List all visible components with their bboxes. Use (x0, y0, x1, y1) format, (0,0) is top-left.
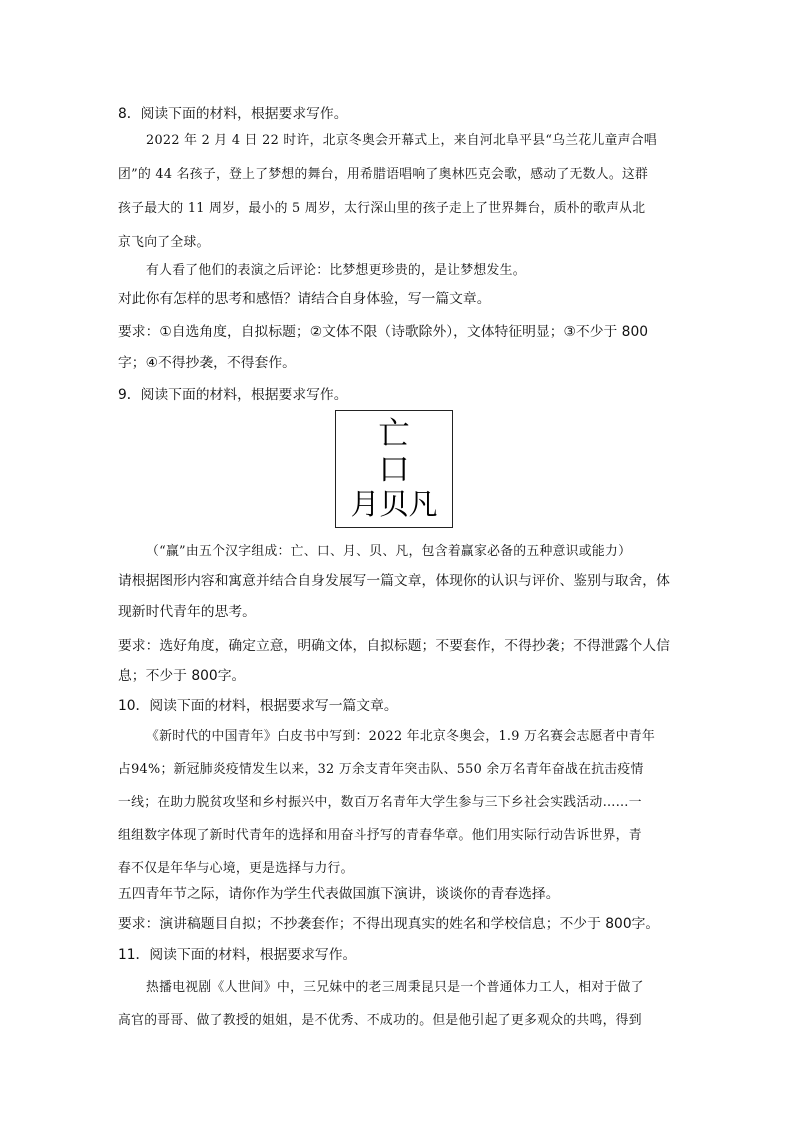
q10-material-line: 占94%；新冠肺炎疫情发生以来，32 万余支青年突击队、550 余万名青年奋战在抗击疫情 (118, 762, 644, 777)
q9-note: （“赢”由五个汉字组成：亡、口、月、贝、凡，包含着赢家必备的五种意识或能力） (146, 544, 632, 559)
q10-title: 10．阅读下面的材料，根据要求写一篇文章。 (118, 698, 398, 714)
ying-character-figure (335, 410, 453, 528)
q10-material-line: 《新时代的中国青年》白皮书中写到：2022 年北京冬奥会，1.9 万名赛会志愿者中青年 (146, 729, 656, 744)
q8-title: 8．阅读下面的材料，根据要求写作。 (118, 106, 348, 122)
q10-prompt: 五四青年节之际，请你作为学生代表做国旗下演讲，谈谈你的青春选择。 (118, 886, 560, 902)
q10-material-line: 组组数字体现了新时代青年的选择和用奋斗抒写的青春华章。他们用实际行动告诉世界，青 (118, 828, 642, 843)
q8-material-line: 团”的 44 名孩子，登上了梦想的舞台，用希腊语唱响了奥林匹克会歌，感动了无数人。这群 (118, 167, 649, 182)
q11-material-line: 热播电视剧《人世间》中，三兄妹中的老三周秉昆只是一个普通体力工人，相对于做了 (146, 980, 644, 995)
q11-title: 11．阅读下面的材料，根据要求写作。 (118, 947, 357, 963)
figure-glyph-middle: 口 (378, 452, 410, 488)
q9-requirement-line: 息；不少于 800字。 (118, 668, 246, 684)
q10-material-line: 春不仅是年华与心境，更是选择与力行。 (118, 861, 354, 876)
figure-glyph-top: 亡 (378, 416, 410, 452)
q8-material-line: 京飞向了全球。 (118, 235, 210, 250)
q9-prompt-line: 请根据图形内容和寓意并结合自身发展写一篇文章，体现你的认识与评价、鉴别与取舍，体 (118, 573, 670, 589)
q8-comment: 有人看了他们的表演之后评论：比梦想更珍贵的，是让梦想发生。 (146, 263, 526, 278)
q8-material-line: 孩子最大的 11 周岁，最小的 5 周岁，太行深山里的孩子走上了世界舞台，质朴的歌声从北 (118, 201, 646, 216)
q8-prompt: 对此你有怎样的思考和感悟？请结合自身体验，写一篇文章。 (118, 291, 491, 307)
q9-requirement-line: 要求：选好角度，确定立意，明确文体，自拟标题；不要套作，不得抄袭；不得泄露个人信 (118, 638, 670, 654)
q10-material-line: 一线；在助力脱贫攻坚和乡村振兴中，数百万名青年大学生参与三下乡社会实践活动……一 (118, 795, 642, 810)
q9-title: 9．阅读下面的材料，根据要求写作。 (118, 387, 348, 403)
q8-requirement-line: 要求：①自选角度，自拟标题；②文体不限（诗歌除外），文体特征明显；③不少于 800 (118, 324, 649, 340)
q8-requirement-line: 字；④不得抄袭，不得套作。 (118, 355, 296, 371)
q10-requirement: 要求：演讲稿题目自拟；不抄袭套作；不得出现真实的姓名和学校信息；不少于 800字。 (118, 916, 660, 932)
q8-material-line: 2022 年 2 月 4 日 22 时许，北京冬奥会开幕式上，来自河北阜平县“乌兰花儿童声合唱 (146, 133, 657, 148)
q9-prompt-line: 现新时代青年的思考。 (118, 604, 256, 620)
figure-glyph-bottom: 月贝凡 (350, 487, 438, 521)
q11-material-line: 高官的哥哥、做了教授的姐姐，是不优秀、不成功的。但是他引起了更多观众的共鸣，得到 (118, 1013, 642, 1028)
